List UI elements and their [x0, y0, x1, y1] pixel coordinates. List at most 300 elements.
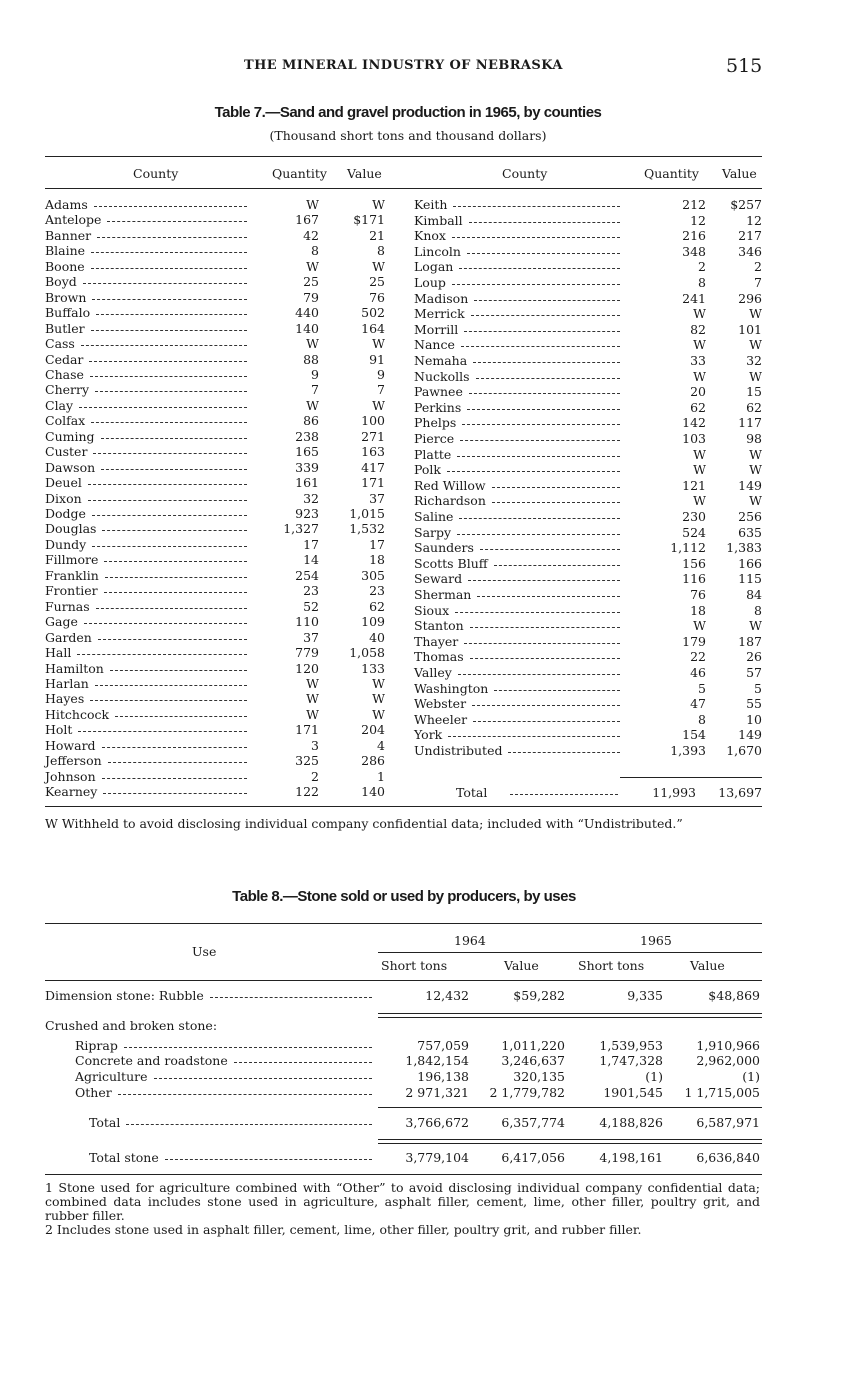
table7-row [45, 521, 385, 537]
value-cell: 1,670 [726, 743, 762, 758]
leader-dots [126, 1124, 372, 1125]
value-cell: 98 [746, 431, 762, 446]
county-name: Hall [45, 645, 72, 661]
county-name: Polk [414, 462, 442, 478]
county-name: Howard [45, 737, 96, 753]
county-name: Adams [45, 197, 88, 212]
table8-top-rule [45, 923, 762, 924]
quantity-cell: 47 [690, 696, 706, 712]
county-name: Thomas [414, 649, 464, 665]
short-tons-cell: 757,059 [417, 1038, 469, 1053]
table7-row [45, 243, 385, 259]
county-name: Knox [414, 228, 446, 244]
value-cell: 6,636,840 [696, 1150, 760, 1165]
county-name: Washington [414, 680, 489, 696]
quantity-cell: 62 [690, 399, 706, 415]
value-cell: $48,869 [708, 988, 760, 1003]
value-cell: 55 [746, 696, 762, 712]
table7-row [414, 525, 762, 541]
leader-dots [84, 623, 247, 624]
value-cell: 271 [361, 428, 385, 444]
value-cell: W [749, 462, 762, 478]
leader-dots [115, 716, 247, 717]
table7-total-row [0, 785, 860, 801]
quantity-cell: 325 [295, 753, 319, 769]
county-name: Furnas [45, 598, 90, 614]
county-name: Boone [45, 258, 85, 274]
table7-row [45, 707, 385, 723]
leader-dots [101, 469, 247, 470]
table8-rule-b [378, 1017, 762, 1018]
county-name: Cherry [45, 382, 90, 398]
table7-total-rule [620, 777, 762, 778]
county-name: Saline [414, 509, 454, 524]
table8-header-1964: 1964 [454, 933, 486, 948]
table7-row [45, 429, 385, 445]
county-name: Morrill [414, 321, 459, 337]
quantity-cell: 2 [311, 768, 319, 784]
value-cell: 1 1,715,005 [684, 1085, 760, 1100]
leader-dots [462, 424, 620, 425]
county-name: Nance [414, 337, 455, 353]
leader-dots [104, 561, 247, 562]
table8-header-value-1965: Value [690, 958, 725, 973]
table8-bottom-rule [45, 1174, 762, 1175]
leader-dots [469, 222, 620, 223]
leader-dots [107, 221, 247, 222]
table7-header-county-left: County [133, 166, 179, 181]
value-cell: 25 [369, 274, 385, 290]
table7-row [45, 382, 385, 398]
quantity-cell: 1,112 [670, 540, 706, 556]
quantity-cell: 440 [295, 305, 319, 321]
quantity-cell: 103 [682, 431, 706, 446]
short-tons-cell: 196,138 [417, 1069, 469, 1084]
use-label: Crushed and broken stone: [45, 1018, 218, 1033]
table7-row [45, 475, 385, 491]
table7-row [45, 676, 385, 692]
table7-row [414, 556, 762, 572]
table7-row [414, 400, 762, 416]
county-name: Franklin [45, 567, 99, 583]
quantity-cell: 348 [682, 243, 706, 259]
table7-row [45, 537, 385, 553]
county-name: Deuel [45, 475, 82, 491]
value-cell: W [372, 397, 385, 413]
quantity-cell: 116 [682, 571, 706, 587]
value-cell: 26 [746, 649, 762, 665]
value-cell: 57 [746, 665, 762, 680]
leader-dots [480, 549, 620, 550]
leader-dots [474, 300, 620, 301]
quantity-cell: 120 [295, 660, 319, 676]
page-number: 515 [726, 55, 763, 77]
leader-dots [492, 487, 620, 488]
table8-row [0, 1115, 860, 1131]
table8-header-short-tons-1965: Short tons [578, 958, 645, 973]
table7-row [414, 681, 762, 697]
leader-dots [94, 206, 247, 207]
county-name: Dawson [45, 459, 96, 475]
value-cell: 417 [361, 459, 385, 475]
table7-row [45, 444, 385, 460]
quantity-cell: 82 [690, 321, 706, 337]
county-name: Buffalo [45, 305, 91, 321]
county-name: Hitchcock [45, 706, 110, 722]
leader-dots [470, 627, 620, 628]
leader-dots [95, 391, 247, 392]
short-tons-cell: 1901,545 [603, 1085, 663, 1100]
value-cell: 2 1,779,782 [489, 1085, 565, 1100]
table7-row [45, 722, 385, 738]
value-cell: 1 [377, 768, 385, 784]
leader-dots [467, 409, 620, 410]
leader-dots [105, 577, 247, 578]
use-label: Concrete and roadstone [75, 1053, 228, 1068]
table7-row [414, 259, 762, 275]
quantity-cell: 241 [682, 290, 706, 306]
county-name: Merrick [414, 306, 465, 322]
quantity-cell: 923 [295, 506, 319, 521]
leader-dots [102, 778, 247, 779]
table7-row [414, 431, 762, 447]
county-name: Richardson [414, 493, 486, 509]
county-name: Sarpy [414, 524, 452, 540]
county-name: Nuckolls [414, 368, 470, 384]
quantity-cell: 8 [698, 711, 706, 727]
leader-dots [471, 315, 620, 316]
value-cell: 163 [361, 444, 385, 460]
table7-row [45, 259, 385, 275]
value-cell: W [749, 368, 762, 384]
table8-footnote-1: 1 Stone used for agriculture combined with “Other” to avoid disclosing individual company confidential data; combined data includes stone used in agriculture, asphalt filler, cement, lime, other filler, poultry grit, and rubber filler. [45, 1180, 760, 1223]
table8-header-short-tons-1964: Short tons [381, 958, 448, 973]
quantity-cell: W [306, 336, 319, 352]
value-cell: 204 [361, 722, 385, 738]
value-cell: 115 [738, 571, 762, 587]
short-tons-cell: 3,766,672 [405, 1115, 469, 1130]
table7-row [45, 753, 385, 769]
value-cell: 7 [377, 382, 385, 398]
value-cell: 8 [377, 243, 385, 259]
table8-row [0, 1053, 860, 1069]
value-cell: W [372, 197, 385, 212]
quantity-cell: 339 [295, 459, 319, 475]
value-cell: W [372, 691, 385, 707]
table7-row [45, 691, 385, 707]
table7-row [414, 244, 762, 260]
leader-dots [110, 670, 247, 671]
table7-row [45, 583, 385, 599]
value-cell: 1,058 [349, 645, 385, 661]
leader-dots [91, 422, 247, 423]
value-cell: 2,962,000 [696, 1053, 760, 1068]
county-name: Sherman [414, 587, 472, 602]
county-name: Banner [45, 227, 92, 243]
quantity-cell: W [306, 691, 319, 707]
value-cell: 164 [361, 320, 385, 336]
quantity-cell: 1,327 [283, 521, 319, 537]
county-name: Thayer [414, 633, 459, 649]
county-name: Nemaha [414, 353, 468, 368]
table8-rule-c [378, 1107, 762, 1108]
table8-footnotes [45, 1181, 760, 1237]
table7-row [414, 478, 762, 494]
table8-row [0, 1150, 860, 1166]
value-cell: 4 [377, 737, 385, 753]
value-cell: 171 [361, 475, 385, 491]
short-tons-cell: 2 971,321 [405, 1085, 469, 1100]
county-name: Madison [414, 290, 469, 306]
county-name: Dundy [45, 536, 87, 552]
short-tons-cell: 12,432 [425, 988, 469, 1003]
table7-row [414, 649, 762, 665]
county-name: Wheeler [414, 711, 468, 727]
county-name: Scotts Bluff [414, 555, 488, 571]
table7-row [414, 493, 762, 509]
county-name: Frontier [45, 583, 98, 599]
county-name: Jefferson [45, 753, 102, 769]
value-cell: 37 [369, 490, 385, 506]
leader-dots [81, 345, 247, 346]
county-name: Pierce [414, 431, 455, 446]
leader-dots [108, 762, 247, 763]
leader-dots [457, 534, 620, 535]
table7-row [45, 460, 385, 476]
value-cell: W [749, 493, 762, 509]
quantity-cell: 12 [690, 212, 706, 228]
leader-dots [118, 1094, 372, 1095]
quantity-cell: 779 [295, 645, 319, 661]
value-cell: 2 [754, 259, 762, 275]
quantity-cell: 165 [295, 444, 319, 460]
value-cell: 17 [369, 536, 385, 552]
leader-dots [95, 685, 247, 686]
table7-row [45, 274, 385, 290]
use-label: Dimension stone: Rubble [45, 988, 204, 1003]
leader-dots [452, 284, 620, 285]
leader-dots [210, 997, 372, 998]
table7-header-quantity-left: Quantity [272, 166, 327, 181]
value-cell: 320,135 [513, 1069, 565, 1084]
table7-bottom-rule [45, 806, 762, 807]
county-name: Custer [45, 444, 88, 460]
value-cell: 1,532 [349, 521, 385, 537]
leader-dots [92, 515, 247, 516]
county-name: Chase [45, 366, 84, 382]
table7-row [414, 447, 762, 463]
county-name: Pawnee [414, 384, 463, 400]
table8-row [0, 1038, 860, 1054]
value-cell: 6,417,056 [501, 1150, 565, 1165]
table7-row [45, 352, 385, 368]
county-name: Antelope [45, 212, 102, 228]
leader-dots [91, 252, 247, 253]
quantity-cell: 37 [303, 629, 319, 645]
table7-row [414, 603, 762, 619]
value-cell: W [372, 706, 385, 722]
value-cell: 7 [754, 275, 762, 290]
table7-row [414, 337, 762, 353]
value-cell: 286 [361, 753, 385, 769]
value-cell: 187 [738, 633, 762, 649]
table8-header-use: Use [192, 944, 217, 959]
quantity-cell: 140 [295, 320, 319, 336]
quantity-cell: W [306, 258, 319, 274]
leader-dots [455, 612, 620, 613]
county-name: Kearney [45, 784, 98, 800]
table7-row [414, 213, 762, 229]
county-name: Dodge [45, 506, 86, 521]
county-name: Keith [414, 197, 448, 212]
table7-row [414, 665, 762, 681]
quantity-cell: 7 [311, 382, 319, 398]
quantity-cell: 154 [682, 727, 706, 743]
table7-row [414, 291, 762, 307]
value-cell: 149 [738, 477, 762, 493]
quantity-cell: 22 [690, 649, 706, 665]
table7-row [414, 540, 762, 556]
value-cell: 1,910,966 [696, 1038, 760, 1053]
quantity-cell: 17 [303, 536, 319, 552]
leader-dots [459, 518, 620, 519]
leader-dots [494, 690, 620, 691]
value-cell: 40 [369, 629, 385, 645]
value-cell: 3,246,637 [501, 1053, 565, 1068]
table7-row [45, 212, 385, 228]
county-name: Fillmore [45, 552, 99, 568]
county-name: Loup [414, 275, 446, 290]
quantity-cell: W [693, 446, 706, 462]
table7-row [45, 645, 385, 661]
value-cell: W [749, 446, 762, 462]
leader-dots [234, 1062, 372, 1063]
county-name: Blaine [45, 243, 86, 259]
quantity-cell: W [306, 197, 319, 212]
quantity-cell: 142 [682, 415, 706, 431]
table7-top-rule [45, 156, 762, 157]
quantity-cell: W [693, 368, 706, 384]
table7-row [414, 322, 762, 338]
leader-dots [89, 361, 247, 362]
quantity-cell: 121 [682, 477, 706, 493]
leader-dots [93, 453, 247, 454]
value-cell: 12 [746, 212, 762, 228]
table7-note-text: W Withheld to avoid disclosing individual company confidential data; included with “Undistributed.” [45, 816, 683, 831]
use-label: Agriculture [75, 1069, 148, 1084]
quantity-cell: 179 [682, 633, 706, 649]
table7-row [414, 353, 762, 369]
short-tons-cell: 9,335 [627, 988, 663, 1003]
value-cell: 100 [361, 413, 385, 429]
use-label: Total stone [89, 1150, 159, 1165]
value-cell: $257 [730, 197, 762, 212]
quantity-cell: 25 [303, 274, 319, 290]
county-name: Hamilton [45, 660, 104, 676]
value-cell: 18 [369, 552, 385, 568]
table7-title: Table 7.—Sand and gravel production in 1965, by counties [214, 104, 602, 121]
table8-row [0, 988, 860, 1004]
table7-row [45, 769, 385, 785]
value-cell: 76 [369, 289, 385, 305]
table7-row [45, 491, 385, 507]
short-tons-cell: (1) [645, 1069, 663, 1084]
value-cell: (1) [742, 1069, 760, 1084]
table7-subtitle: (Thousand short tons and thousand dollars) [269, 128, 547, 143]
table7-row [414, 275, 762, 291]
table7-row [414, 571, 762, 587]
value-cell: W [372, 258, 385, 274]
quantity-cell: 32 [303, 490, 319, 506]
leader-dots [102, 530, 247, 531]
county-name: Lincoln [414, 243, 461, 259]
table8-row [0, 1069, 860, 1085]
short-tons-cell: 4,198,161 [599, 1150, 663, 1165]
leader-dots [102, 747, 247, 748]
table7-row [45, 413, 385, 429]
table7-row [414, 369, 762, 385]
leader-dots [470, 658, 620, 659]
table8-row [0, 1018, 860, 1034]
county-name: Sioux [414, 602, 450, 618]
value-cell: 101 [738, 321, 762, 337]
quantity-cell: 122 [295, 784, 319, 800]
county-name: Gage [45, 614, 78, 630]
table8-year-rule [378, 952, 762, 953]
quantity-cell: 86 [303, 413, 319, 429]
quantity-cell: 9 [311, 366, 319, 382]
value-cell: 84 [746, 587, 762, 602]
leader-dots [510, 794, 618, 795]
quantity-cell: 2 [698, 259, 706, 275]
county-name: Holt [45, 722, 73, 738]
quantity-cell: 76 [690, 587, 706, 602]
table7-row [45, 552, 385, 568]
table7-row [414, 197, 762, 213]
value-cell: 1,011,220 [501, 1038, 565, 1053]
quantity-cell: 230 [682, 509, 706, 524]
leader-dots [508, 752, 620, 753]
county-name: Johnson [45, 768, 96, 784]
table7-row [45, 336, 385, 352]
value-cell: 149 [738, 727, 762, 743]
value-cell: W [749, 306, 762, 322]
quantity-cell: W [306, 397, 319, 413]
leader-dots [472, 705, 620, 706]
county-name: Brown [45, 289, 87, 305]
leader-dots [83, 283, 247, 284]
quantity-cell: 110 [295, 614, 319, 630]
table7-row [414, 696, 762, 712]
leader-dots [88, 484, 247, 485]
leader-dots [467, 253, 620, 254]
table7-total-label: Total [456, 785, 488, 800]
county-name: Red Willow [414, 477, 486, 493]
leader-dots [477, 596, 620, 597]
table7-row [414, 634, 762, 650]
county-name: Cuming [45, 428, 95, 444]
table7-row [45, 614, 385, 630]
leader-dots [453, 206, 620, 207]
value-cell: 217 [738, 228, 762, 244]
table7-row [414, 743, 762, 759]
leader-dots [90, 700, 247, 701]
quantity-cell: W [693, 618, 706, 634]
county-name: Undistributed [414, 743, 503, 758]
leader-dots [79, 407, 247, 408]
quantity-cell: 238 [295, 428, 319, 444]
table7-row [414, 306, 762, 322]
